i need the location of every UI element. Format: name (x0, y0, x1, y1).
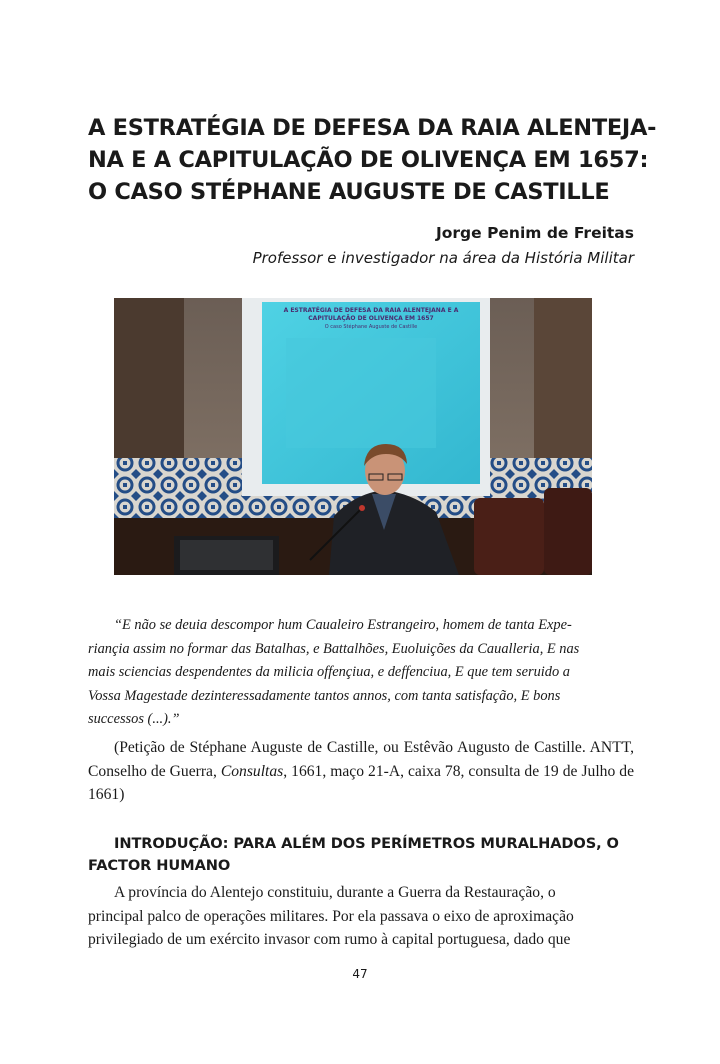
slide-title-line-2: CAPITULAÇÃO DE OLIVENÇA EM 1657 (308, 315, 434, 322)
quote-line-5: successos (...).” (88, 711, 180, 727)
body-paragraph (88, 881, 634, 952)
conference-photo-illustration (114, 298, 592, 575)
source-text-after: , 1661, maço 21-A, caixa 78, consulta de 19 de Julho de 1661) (88, 762, 634, 803)
slide-title-line-1: A ESTRATÉGIA DE DEFESA DA RAIA ALENTEJANA E A (283, 307, 459, 314)
body-line-2: principal palco de operações militares. Por ela passava o eixo de aproximação (88, 907, 574, 925)
source-text-before: (Petição de Stéphane Auguste de Castille, ou Estêvão Augusto de Castille. ANTT, Conselho de Guerra, (88, 739, 634, 780)
article-title (88, 112, 657, 208)
epigraph-quote (88, 614, 634, 732)
section-heading (88, 833, 648, 877)
body-line-1: A província do Alentejo constituiu, durante a Guerra da Restauração, o (114, 884, 556, 901)
title-line-1: A ESTRATÉGIA DE DEFESA DA RAIA ALENTEJA- (88, 115, 657, 141)
section-heading-line-1: INTRODUÇÃO: PARA ALÉM DOS PERÍMETROS MURALHADOS, O (114, 835, 619, 852)
quote-line-3: mais sciencias despendentes da milicia offençiua, e deffenciua, E que tem seruido a (88, 664, 570, 680)
body-line-3: privilegiado de um exército invasor com rumo à capital portuguesa, dado que (88, 931, 571, 948)
slide-subtitle: O caso Stéphane Auguste de Castille (324, 324, 418, 330)
title-line-2: NA E A CAPITULAÇÃO DE OLIVENÇA EM 1657: (88, 147, 649, 173)
title-line-3: O CASO STÉPHANE AUGUSTE DE CASTILLE (88, 179, 610, 205)
quote-line-4: Vossa Magestade dezinteressadamente tantos annos, com tanta satisfação, E bons (88, 687, 561, 704)
author-affiliation: Professor e investigador na área da História Militar (252, 249, 634, 267)
quote-line-1: “E não se deuia descompor hum Caualeiro Estrangeiro, homem de tanta Expe- (114, 617, 572, 633)
page-number: 47 (352, 967, 368, 981)
section-heading-line-2: FACTOR HUMANO (88, 857, 231, 874)
source-text-italic: Consultas (220, 762, 284, 780)
conference-photo (114, 298, 592, 575)
quote-source (88, 736, 634, 807)
author-name: Jorge Penim de Freitas (436, 224, 634, 242)
quote-line-2: riançia assim no formar das Batalhas, e Battalhões, Euoluições da Caualleria, E nas (88, 640, 580, 657)
